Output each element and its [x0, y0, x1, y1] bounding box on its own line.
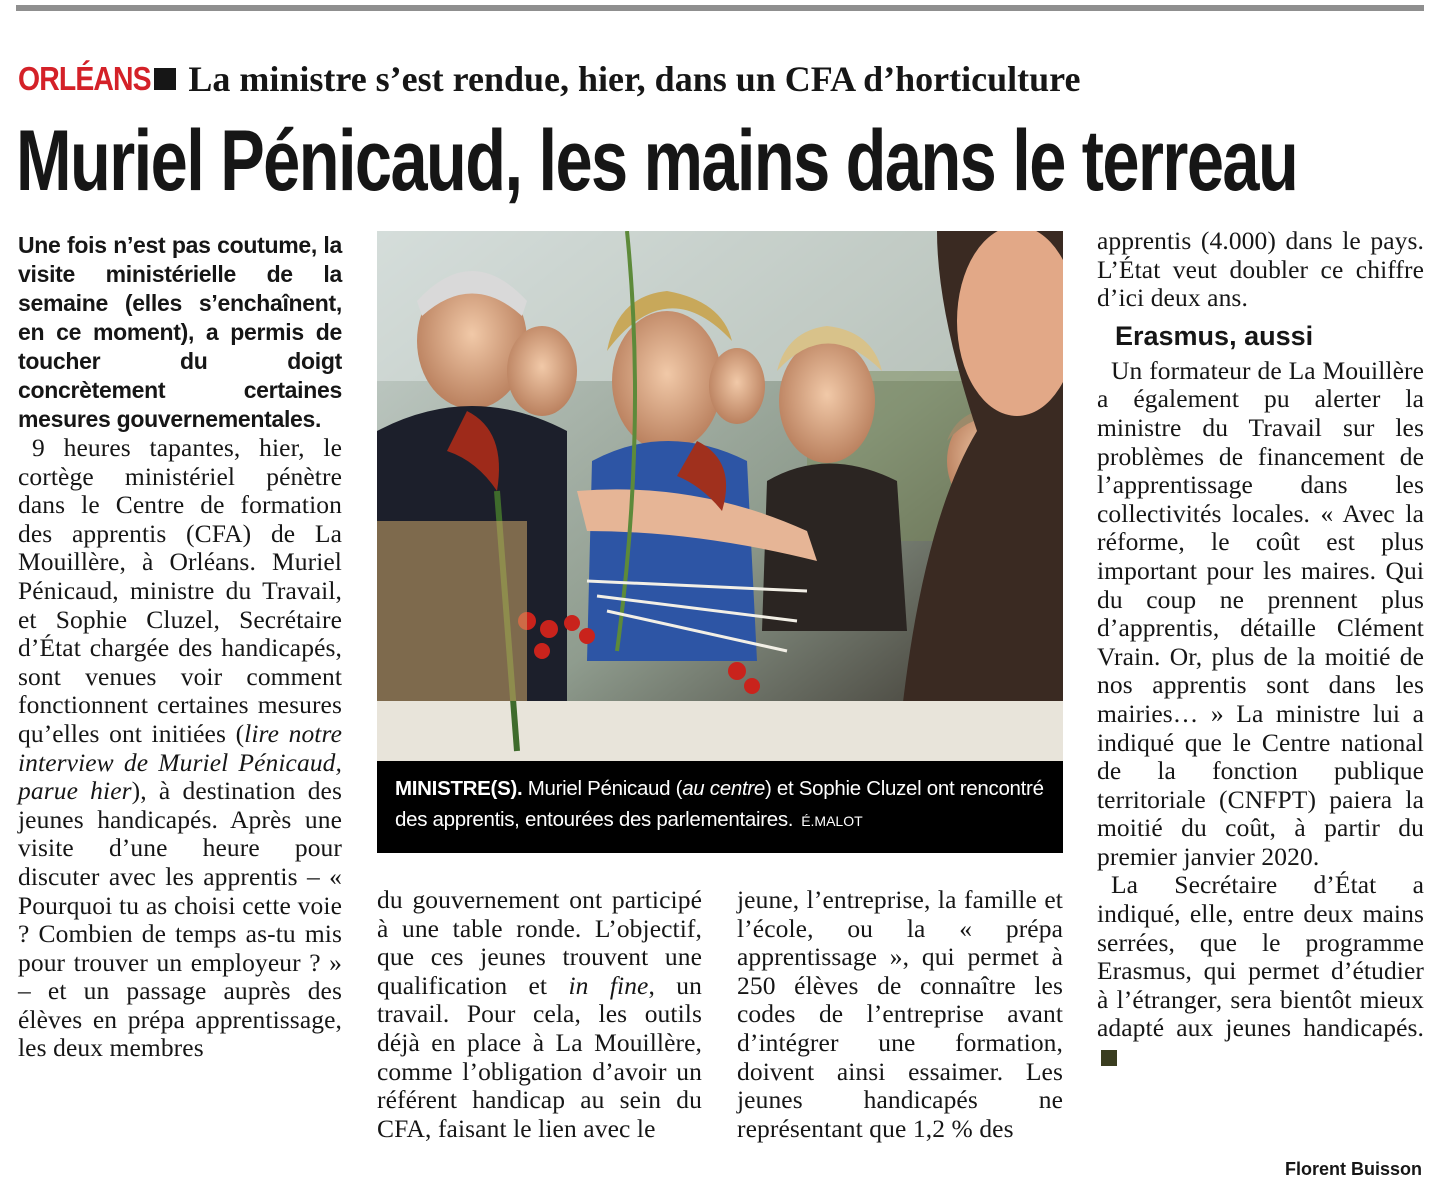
kicker-square-icon [154, 68, 176, 90]
caption-label: MINISTRE(S). [395, 777, 523, 800]
subhead: Erasmus, aussi [1115, 320, 1314, 351]
column-4-body-c [1097, 871, 1424, 1071]
column-2-body-a: du gouvernement ont participé à une table ronde. L’objectif, que ces jeunes trouvent une qualification et [377, 885, 702, 1000]
column-2-body-italic: in fine [568, 970, 649, 1000]
column-1 [18, 231, 342, 1063]
caption-text-italic: au centre [682, 777, 765, 800]
end-mark-icon [1101, 1050, 1117, 1066]
column-4-body-b: Un formateur de La Mouillère a également pu alerter la ministre du Travail sur les problèmes de financement de l’apprentissage dans les collectivités locales. « Avec la réforme, le coût est plus important pour les maires. Qui du coup ne prennent plus d’apprentis, détaille Clément Vrain. Or, plus de la moitié de nos apprentis sont dans les mairies… » La ministre lui a indiqué que le Centre national de la fonction publique territoriale (CNFPT) paiera la moitié du coût, à partir du premier janvier 2020. [1097, 355, 1424, 871]
photo-credit: É.MALOT [801, 813, 863, 829]
column-2 [377, 886, 702, 1143]
kicker-city: ORLÉANS [18, 60, 151, 97]
column-3 [737, 886, 1063, 1143]
lead-paragraph: Une fois n’est pas coutume, la visite ministérielle de la semaine (elles s’enchaînent, en ce moment), a permis de toucher du doigt concrètement certaines mesures gouvernementales. [18, 232, 342, 432]
column-2-body-b: , un travail. Pour cela, les outils déjà en place à La Mouillère, comme l’obligation d’avoir un référent handicap au sein du CFA, faisant le lien avec le [377, 970, 702, 1143]
column-4-body-c-text: La Secrétaire d’État a indiqué, elle, entre deux mains serrées, que le programme Erasmus, qui permet d’étudier à l’étranger, sera bientôt mieux adapté aux jeunes handicapés. [1097, 870, 1424, 1043]
kicker [18, 58, 1080, 104]
column-3-body: jeune, l’entreprise, la famille et l’école, ou la « prépa apprentissage », qui permet à 250 élèves de connaître les codes de l’entreprise avant d’intégrer une formation, doivent ainsi essaimer. Les jeunes handicapés ne représentant que 1,2 % des [737, 885, 1063, 1143]
column-2-body [377, 886, 702, 1143]
caption-text-a: Muriel Pénicaud ( [522, 777, 683, 800]
column-4-body-a: apprentis (4.000) dans le pays. L’État veut doubler ce chiffre d’ici deux ans. [1097, 226, 1424, 313]
author-signature: Florent Buisson [1284, 1159, 1422, 1179]
kicker-text: La ministre s’est rendue, hier, dans un CFA d’horticulture [188, 59, 1081, 99]
photo-illustration [377, 231, 1063, 761]
column-1-body-a: 9 heures tapantes, hier, le cortège ministériel pénètre dans le Centre de formation des apprentis (CFA) de La Mouillère, à Orléans. Muriel Pénicaud, ministre du Travail, et Sophie Cluzel, Secrétaire d’État chargée des handicapés, sont venues voir comment fonctionnent certaines mesures qu’elles ont initiées ( [18, 433, 342, 748]
article-photo [377, 231, 1063, 761]
photo-caption [377, 761, 1063, 853]
top-rule [16, 5, 1424, 11]
column-1-body-b: ), à destination des jeunes handicapés. Après une visite d’une heure pour discuter avec les apprentis – « Pourquoi tu as choisi cette voie ? Combien de temps as-tu mis pour trouver un employeur ? » – et un passage auprès des élèves en prépa apprentissage, les deux membres [18, 776, 342, 1063]
column-1-body-italic: lire notre interview de Muriel Pénicaud, parue hier [18, 718, 342, 806]
caption-text-b: ) et Sophie Cluzel ont rencontré des apprentis, entourées des parlementaires. [395, 777, 1044, 831]
headline: Muriel Pénicaud, les mains dans le terreau [16, 113, 1298, 209]
column-1-body [18, 434, 342, 1063]
column-4 [1097, 227, 1424, 1072]
